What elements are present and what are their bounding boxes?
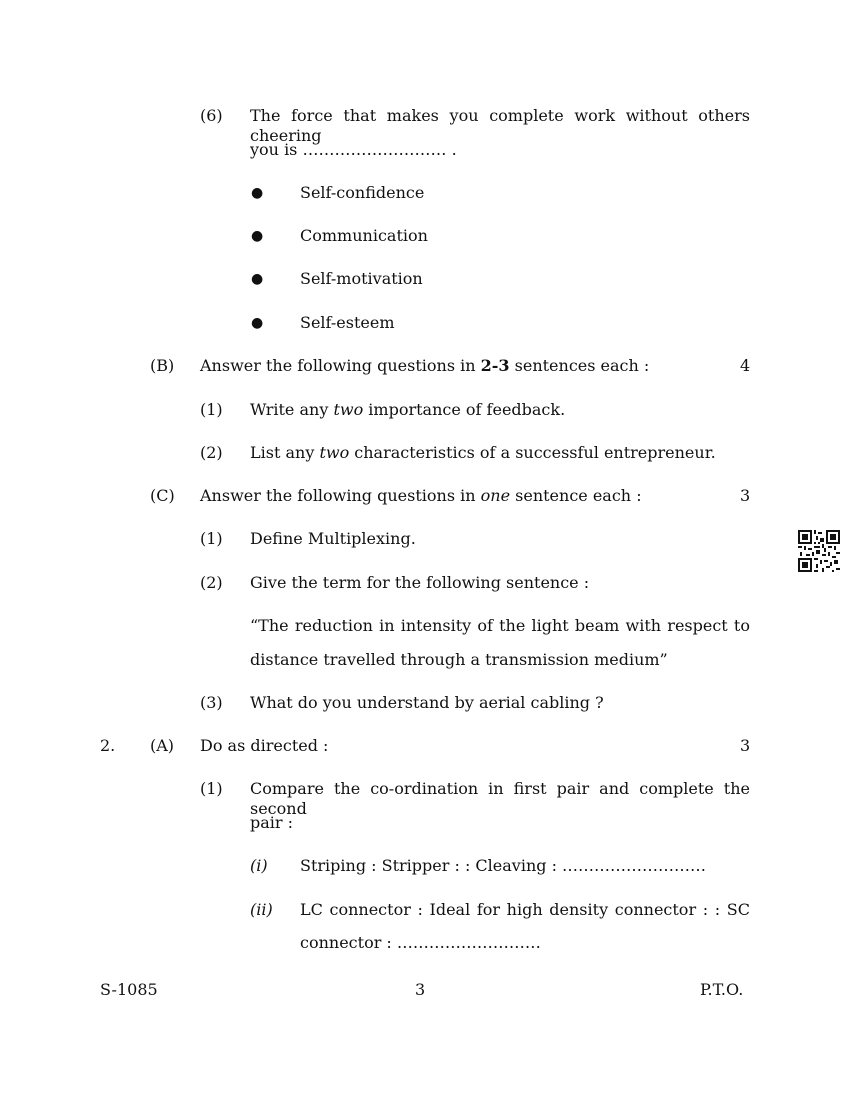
question-main-number: 2. [100, 736, 116, 755]
question-number: (6) [200, 106, 223, 125]
question-text: Write any two importance of feedback. [250, 400, 566, 419]
question-text: List any two characteristics of a successful entrepreneur. [250, 443, 716, 462]
question-number: (2) [200, 573, 223, 592]
page-number: 3 [415, 980, 426, 999]
bullet-icon: ● [251, 185, 264, 201]
marks: 3 [740, 486, 751, 505]
question-number: (1) [200, 400, 223, 419]
sub-question-text-line: connector : ……………………… [300, 933, 541, 952]
question-number: (2) [200, 443, 223, 462]
qr-code-icon [798, 530, 840, 572]
marks: 4 [740, 356, 751, 375]
sub-question-number: (ii) [250, 900, 273, 919]
sub-question-text: Striping : Stripper : : Cleaving : ……………………… [300, 856, 707, 875]
paper-code: S-1085 [100, 980, 158, 999]
question-text-line: The force that makes you complete work without others cheering [250, 106, 750, 145]
option-text: Communication [300, 226, 428, 245]
section-label: (A) [150, 736, 175, 755]
option-text: Self-motivation [300, 269, 423, 288]
bullet-icon: ● [251, 315, 264, 331]
bullet-icon: ● [251, 271, 264, 287]
pto-label: P.T.O. [700, 980, 744, 999]
marks: 3 [740, 736, 751, 755]
bullet-icon: ● [251, 228, 264, 244]
sub-question-text-line: LC connector : Ideal for high density connector : : SC [300, 900, 750, 919]
section-label: (B) [150, 356, 175, 375]
question-text-line: Compare the co-ordination in first pair and complete the second [250, 779, 750, 818]
option-text: Self-esteem [300, 313, 395, 332]
section-instruction: Answer the following questions in one sentence each : [200, 486, 642, 505]
section-instruction: Do as directed : [200, 736, 329, 755]
question-text: Define Multiplexing. [250, 529, 416, 548]
sub-question-number: (i) [250, 856, 268, 875]
question-number: (1) [200, 779, 223, 798]
question-number: (3) [200, 693, 223, 712]
quote-line: distance travelled through a transmission medium” [250, 650, 668, 669]
quote-line: “The reduction in intensity of the light beam with respect to [250, 616, 750, 635]
section-instruction: Answer the following questions in 2-3 sentences each : [200, 356, 650, 375]
question-text-line: you is ……………………… . [250, 140, 457, 159]
option-text: Self-confidence [300, 183, 425, 202]
section-label: (C) [150, 486, 175, 505]
question-number: (1) [200, 529, 223, 548]
question-text-line: pair : [250, 813, 294, 832]
question-text: Give the term for the following sentence : [250, 573, 590, 592]
question-text: What do you understand by aerial cabling ? [250, 693, 604, 712]
